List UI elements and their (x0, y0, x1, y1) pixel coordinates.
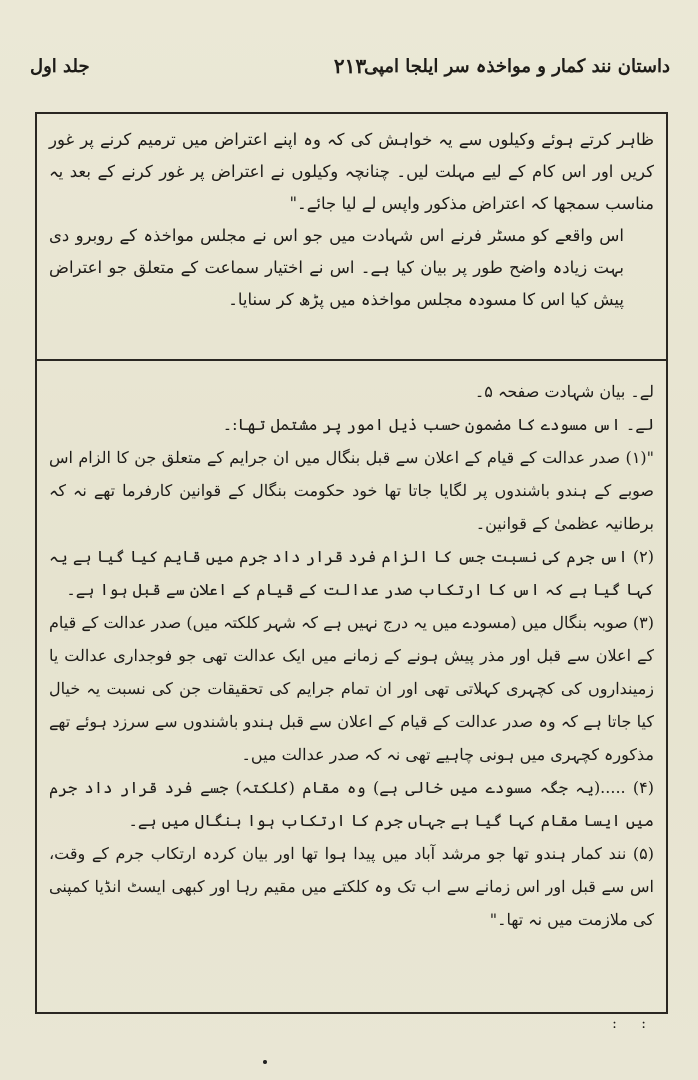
main-paragraph-1: ظاہر کرتے ہوئے وکیلوں سے یہ خواہش کی کہ وہ اپنے اعتراض میں ترمیم کرنے پر غور کریں اور اس کام کے لیے مہلت لیں۔ چنانچہ وکیلوں نے اعتراض پر غور کرنے کے بعد یہ مناسب سمجھا کہ اعتراض مذکور واپس لے لیا جائے۔" (49, 130, 654, 213)
main-paragraph-2: اس واقعے کو مسٹر فرنے اس شہادت میں جو اس نے مجلس مواخذہ کے روبرو دی بہت زیادہ واضح طور پر بیان کیا ہے۔ اس نے اختیار سماعت کے متعلق جو اعتراض پیش کیا اس کا مسودہ مجلس مواخذہ میں پڑھ کر سنایا۔ (49, 226, 624, 309)
page-header (30, 56, 670, 96)
footnote-2: لے۔ اس مسودے کا مضمون حسب ذیل امور پر مشتمل تھا:۔ (222, 415, 654, 434)
footnote-item-1: "(۱) صدر عدالت کے قیام کے اعلان سے قبل بنگال میں ان جرایم کے متعلق جن کا الزام اس صوبے کے ہندو باشندوں پر لگایا جاتا تھا خود حکومت بنگال کے قوانین کارفرما تھے نہ کہ برطانیہ عظمیٰ کے قوانین۔ (49, 448, 655, 533)
ink-dot (263, 1060, 267, 1064)
volume-label: جلد اول (30, 56, 90, 77)
footnotes (37, 361, 666, 1012)
footnote-item-2: (۲) اس جرم کی نسبت جس کا الزام فرد قرار داد جرم میں قایم کیا گیا ہے یہ کہا گیا ہے کہ اس کا ارتکاب صدر عدالت کے قیام کے اعلان سے قبل ہوا ہے۔ (49, 547, 654, 599)
text-frame (35, 112, 668, 1014)
page-number: ۲۱۳ (333, 54, 367, 78)
footnote-item-3: (۳) صوبہ بنگال میں (مسودے میں یہ درج نہیں ہے کہ شہر کلکتہ میں) صدر عدالت کے قیام کے اعلان سے قبل اور مذر پیش ہونے کے زمانے میں ایک عدالت تھی جو فوجداری عدالت یا زمینداروں کی کچہری کہلاتی تھی اور ان تمام جرایم کی تحقیقات جن کی نسبت یہ خیال کیا جاتا ہے کہ وہ صدر عدالت کے قیام کے اعلان سے قبل ہندو باشندوں سے سرزد ہوئے تھے مذکورہ کچہری میں ہونی چاہیے تھی نہ کہ صدر عدالت میں۔ (49, 613, 654, 764)
footnote-item-4: (۴) .....(یہ جگہ مسودے میں خالی ہے) وہ مقام (کلکتہ) جسے فرد قرار داد جرم میں ایسا مقام کہا گیا ہے جہاں جرم کا ارتکاب ہوا بنگال میں ہے۔ (49, 778, 654, 830)
running-title: داستان نند کمار و مواخذہ سر ایلجا امپی (363, 56, 670, 77)
main-text (37, 114, 666, 361)
margin-dots: : : (612, 1016, 656, 1032)
footnote-1: لے۔ بیان شہادت صفحہ ۵۔ (474, 382, 654, 401)
footnote-item-5: (۵) نند کمار ہندو تھا جو مرشد آباد میں پیدا ہوا تھا اور بیان کردہ ارتکاب جرم کے وقت، اس سے قبل اور اس زمانے سے اب تک وہ کلکتے میں مقیم رہا اور کبھی ایسٹ انڈیا کمپنی کی ملازمت میں نہ تھا۔" (49, 844, 654, 929)
